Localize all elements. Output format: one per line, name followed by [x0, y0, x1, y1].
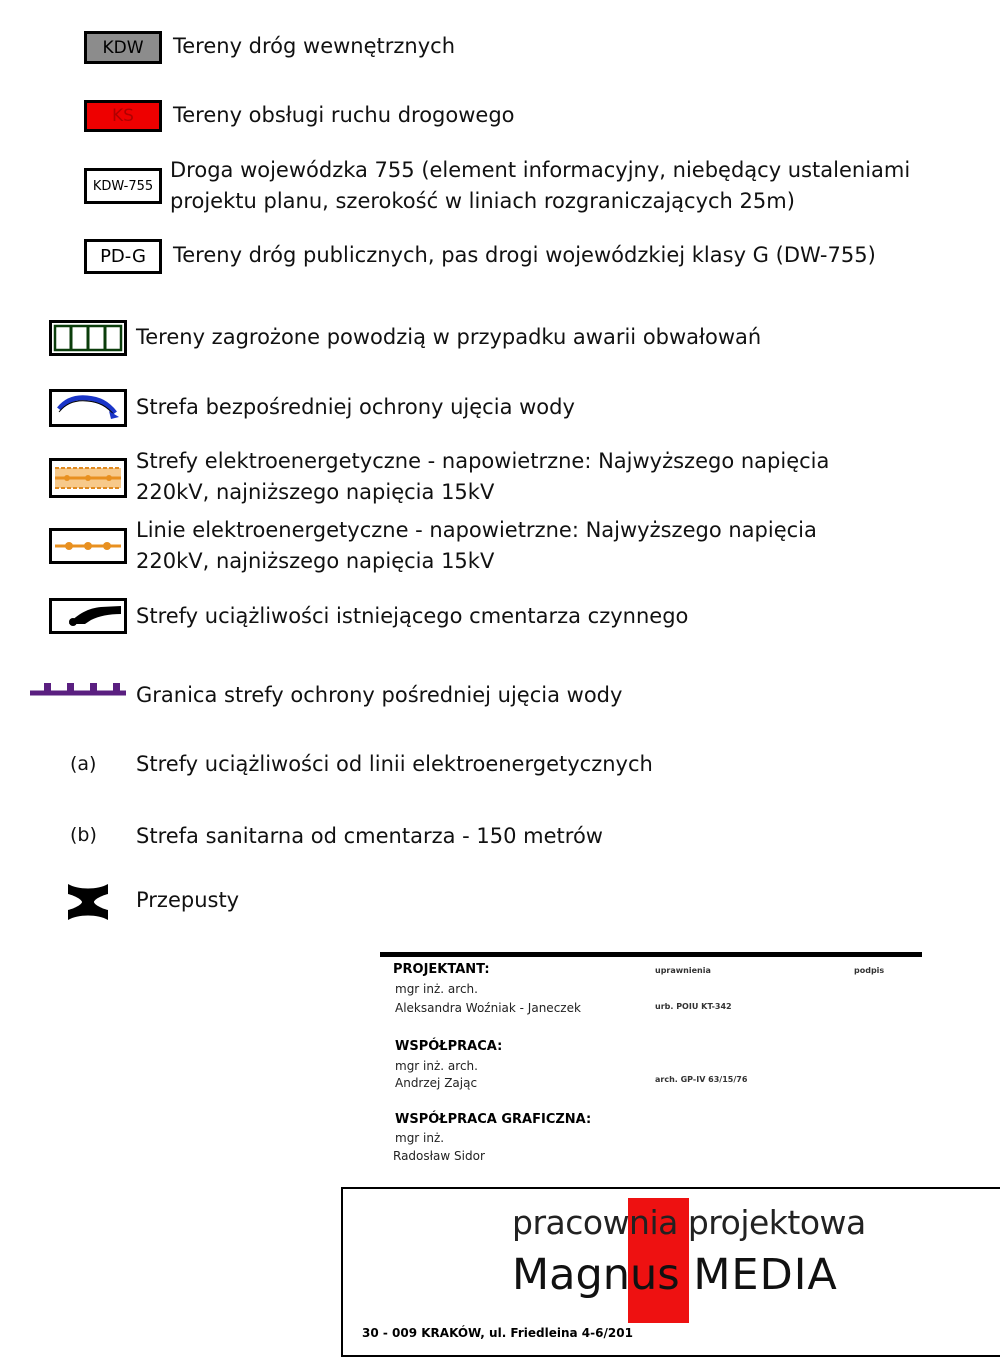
pdg-code: PD-G [100, 246, 146, 267]
power-zones-label-line1: Strefy elektroenergetyczne - napowietrzne: Najwyższego napięcia [136, 449, 830, 473]
kdw755-code: KDW-755 [92, 178, 154, 194]
designer-name: Aleksandra Woźniak - Janeczek [395, 1001, 581, 1015]
power-zones-symbol [49, 458, 127, 498]
ks-symbol [84, 100, 162, 132]
credits-top-rule [380, 952, 922, 957]
kdw-code: KDW [102, 37, 144, 58]
legend-mark-b: (b) [70, 824, 97, 846]
credits-col-header-license: uprawnienia [655, 966, 711, 975]
culvert-icon [64, 878, 112, 926]
water-protection-indirect-label: Granica strefy ochrony pośredniej ujęcia wody [136, 683, 623, 707]
kdw755-label-line2: projektu planu, szerokość w liniach rozgraniczających 25m) [170, 189, 795, 213]
legend-b-label: Strefa sanitarna od cmentarza - 150 metrów [136, 824, 603, 848]
pdg-symbol [84, 239, 162, 274]
power-lines-label-line1: Linie elektroenergetyczne - napowietrzne: Najwyższego napięcia [136, 518, 817, 542]
power-lines-symbol [49, 528, 127, 564]
pdg-label: Tereny dróg publicznych, pas drogi wojewódzkiej klasy G (DW-755) [173, 243, 876, 267]
cooperation-name: Andrzej Zając [395, 1076, 478, 1090]
designer-license: urb. POIU KT-342 [655, 1002, 732, 1011]
ks-label: Tereny obsługi ruchu drogowego [173, 103, 515, 127]
power-zones-label-line2: 220kV, najniższego napięcia 15kV [136, 480, 495, 504]
firm-name-right: MEDIA [693, 1250, 838, 1300]
legend-a-label: Strefy uciążliwości od linii elektroenergetycznych [136, 752, 653, 776]
ks-code: KS [112, 106, 134, 126]
kdw-symbol [84, 31, 162, 64]
firm-name [512, 1250, 838, 1300]
kdw755-label-line1: Droga wojewódzka 755 (element informacyjny, niebędący ustaleniami [170, 158, 911, 182]
water-protection-direct-symbol [49, 389, 127, 427]
kdw-label: Tereny dróg wewnętrznych [173, 34, 456, 58]
legend-mark-a: (a) [70, 753, 97, 775]
cemetery-zone-label: Strefy uciążliwości istniejącego cmentarza czynnego [136, 604, 689, 628]
designer-title: PROJEKTANT: [393, 962, 490, 977]
graphics-degree: mgr inż. [395, 1131, 445, 1145]
kdw755-symbol [84, 168, 162, 204]
water-protection-direct-label: Strefa bezpośredniej ochrony ujęcia wody [136, 395, 575, 419]
firm-name-left: Magnus [512, 1250, 680, 1300]
culverts-label: Przepusty [136, 888, 240, 912]
power-lines-label-line2: 220kV, najniższego napięcia 15kV [136, 549, 495, 573]
credits-col-header-signature: podpis [854, 966, 885, 975]
cooperation-degree: mgr inż. arch. [395, 1059, 478, 1073]
firm-address: 30 - 009 KRAKÓW, ul. Friedleina 4-6/201 [362, 1326, 633, 1340]
designer-degree: mgr inż. arch. [395, 982, 478, 996]
graphics-title: WSPÓŁPRACA GRAFICZNA: [395, 1112, 592, 1127]
cemetery-zone-symbol [49, 598, 127, 634]
cooperation-title: WSPÓŁPRACA: [395, 1039, 503, 1054]
graphics-name: Radosław Sidor [393, 1149, 485, 1163]
firm-line1: pracownia projektowa [512, 1203, 866, 1242]
flood-zone-label: Tereny zagrożone powodzią w przypadku awarii obwałowań [136, 325, 762, 349]
flood-zone-symbol [49, 320, 127, 356]
cooperation-license: arch. GP-IV 63/15/76 [655, 1075, 748, 1084]
water-protection-indirect-symbol [30, 680, 126, 700]
